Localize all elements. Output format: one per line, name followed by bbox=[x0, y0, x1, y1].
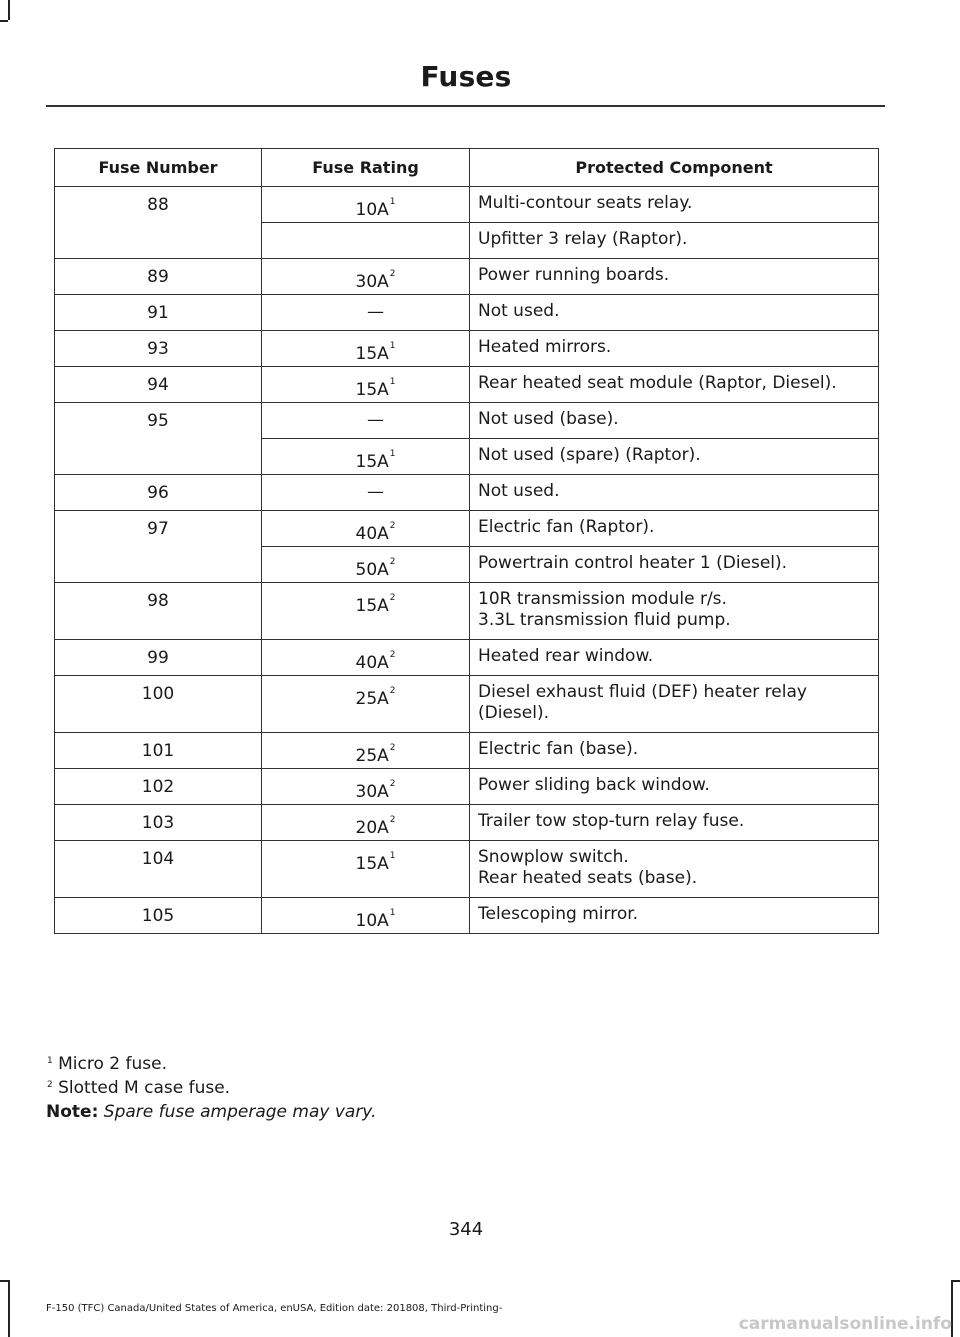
protected-component-cell bbox=[470, 367, 879, 403]
fuse-number-cell: 102 bbox=[55, 769, 262, 805]
fuse-number-cell: 101 bbox=[55, 733, 262, 769]
footnote-ref: 1 bbox=[389, 851, 396, 861]
table-row bbox=[55, 511, 879, 547]
component-line: Not used. bbox=[478, 301, 560, 321]
fuse-number-cell: 96 bbox=[55, 475, 262, 511]
footnote-ref: 2 bbox=[389, 650, 396, 660]
fuse-rating-cell bbox=[262, 511, 470, 547]
fuse-rating-cell bbox=[262, 223, 470, 259]
component-line: Trailer tow stop-turn relay fuse. bbox=[478, 811, 745, 831]
table-row bbox=[55, 805, 879, 841]
table-row bbox=[55, 403, 879, 439]
protected-component-cell bbox=[470, 676, 879, 733]
fuse-rating-cell bbox=[262, 898, 470, 934]
protected-component-cell bbox=[470, 439, 879, 475]
fuse-rating-value: 40A bbox=[355, 653, 389, 673]
crop-mark bbox=[0, 1280, 8, 1282]
component-line: Electric fan (base). bbox=[478, 739, 639, 759]
table-row bbox=[55, 769, 879, 805]
fuse-number-cell: 91 bbox=[55, 295, 262, 331]
component-line: Upfitter 3 relay (Raptor). bbox=[478, 229, 688, 249]
fuse-rating-value: 15A bbox=[355, 452, 389, 472]
note-label: Note: bbox=[46, 1102, 99, 1122]
component-line: Not used. bbox=[478, 481, 560, 501]
component-line: Snowplow switch. bbox=[478, 847, 629, 867]
footnotes bbox=[46, 1052, 376, 1124]
footnote-ref: 1 bbox=[389, 449, 396, 459]
protected-component-cell bbox=[470, 769, 879, 805]
table-row bbox=[55, 295, 879, 331]
fuse-number-cell: 95 bbox=[55, 403, 262, 475]
footnote-text: Micro 2 fuse. bbox=[52, 1054, 167, 1074]
component-line: 3.3L transmission fluid pump. bbox=[478, 610, 731, 630]
fuse-rating-cell bbox=[262, 331, 470, 367]
fuse-number-cell: 104 bbox=[55, 841, 262, 898]
fuse-rating-cell bbox=[262, 439, 470, 475]
component-line: Power sliding back window. bbox=[478, 775, 710, 795]
table-row bbox=[55, 259, 879, 295]
footnote-ref: 2 bbox=[389, 815, 396, 825]
component-line: Not used (spare) (Raptor). bbox=[478, 445, 701, 465]
fuse-rating-value: 15A bbox=[355, 344, 389, 364]
component-line: Rear heated seats (base). bbox=[478, 868, 698, 888]
table-row bbox=[55, 583, 879, 640]
component-line: Heated rear window. bbox=[478, 646, 654, 666]
edition-info: F-150 (TFC) Canada/United States of America, enUSA, Edition date: 201808, Third-Printing- bbox=[46, 1303, 503, 1314]
component-line: Powertrain control heater 1 (Diesel). bbox=[478, 553, 788, 573]
component-line: Rear heated seat module (Raptor, Diesel). bbox=[478, 373, 837, 393]
protected-component-cell bbox=[470, 640, 879, 676]
fuse-rating-value: 30A bbox=[355, 272, 389, 292]
protected-component-cell bbox=[470, 733, 879, 769]
fuse-number-cell: 89 bbox=[55, 259, 262, 295]
fuse-rating-value: 50A bbox=[355, 560, 389, 580]
footnote-ref: 2 bbox=[389, 743, 396, 753]
fuse-number-cell: 100 bbox=[55, 676, 262, 733]
footnote bbox=[46, 1052, 376, 1076]
fuse-rating-cell bbox=[262, 583, 470, 640]
footnote-ref: 1 bbox=[389, 377, 396, 387]
protected-component-cell bbox=[470, 547, 879, 583]
footnote-ref: 2 bbox=[389, 521, 396, 531]
note bbox=[46, 1100, 376, 1124]
protected-component-cell bbox=[470, 223, 879, 259]
component-line: Electric fan (Raptor). bbox=[478, 517, 655, 537]
footnote-ref: 1 bbox=[389, 341, 396, 351]
footnote-ref: 2 bbox=[389, 269, 396, 279]
component-line: Telescoping mirror. bbox=[478, 904, 639, 924]
fuse-number-cell: 105 bbox=[55, 898, 262, 934]
fuse-number-cell: 88 bbox=[55, 187, 262, 259]
fuse-number-cell: 98 bbox=[55, 583, 262, 640]
component-line: Power running boards. bbox=[478, 265, 670, 285]
header-fuse-rating: Fuse Rating bbox=[262, 149, 470, 187]
footnote-ref: 1 bbox=[389, 908, 396, 918]
protected-component-cell bbox=[470, 511, 879, 547]
table-row bbox=[55, 367, 879, 403]
fuse-rating-cell bbox=[262, 295, 470, 331]
header-fuse-number: Fuse Number bbox=[55, 149, 262, 187]
footnote-ref: 2 bbox=[389, 686, 396, 696]
fuse-rating-value: 10A bbox=[355, 911, 389, 931]
fuse-number-cell: 97 bbox=[55, 511, 262, 583]
footnote-marker: 1 bbox=[47, 1056, 53, 1066]
protected-component-cell bbox=[470, 475, 879, 511]
table-row bbox=[55, 640, 879, 676]
fuse-rating-cell bbox=[262, 733, 470, 769]
fuse-rating-value: 20A bbox=[355, 818, 389, 838]
fuse-rating-cell bbox=[262, 676, 470, 733]
protected-component-cell bbox=[470, 331, 879, 367]
component-line: (Diesel). bbox=[478, 703, 549, 723]
footnote-marker: 2 bbox=[47, 1080, 53, 1090]
table-row bbox=[55, 331, 879, 367]
component-line: 10R transmission module r/s. bbox=[478, 589, 727, 609]
footnote-ref: 2 bbox=[389, 779, 396, 789]
fuse-rating-value: 25A bbox=[355, 689, 389, 709]
fuse-rating-cell bbox=[262, 259, 470, 295]
fuse-number-cell: 94 bbox=[55, 367, 262, 403]
header-protected-component: Protected Component bbox=[470, 149, 879, 187]
fuse-rating-value: 40A bbox=[355, 524, 389, 544]
protected-component-cell bbox=[470, 187, 879, 223]
protected-component-cell bbox=[470, 583, 879, 640]
fuse-rating-cell bbox=[262, 367, 470, 403]
fuse-rating-value: — bbox=[367, 482, 384, 502]
fuse-rating-cell bbox=[262, 547, 470, 583]
footnote-ref: 2 bbox=[389, 593, 396, 603]
fuse-rating-value: 10A bbox=[355, 200, 389, 220]
fuse-rating-cell bbox=[262, 475, 470, 511]
protected-component-cell bbox=[470, 805, 879, 841]
protected-component-cell bbox=[470, 898, 879, 934]
fuse-rating-value: 25A bbox=[355, 746, 389, 766]
fuse-rating-value: 15A bbox=[355, 596, 389, 616]
fuse-number-cell: 99 bbox=[55, 640, 262, 676]
protected-component-cell bbox=[470, 841, 879, 898]
crop-mark bbox=[0, 20, 8, 22]
fuse-rating-value: 15A bbox=[355, 854, 389, 874]
table-row bbox=[55, 898, 879, 934]
watermark: carmanualsonline.info bbox=[738, 1314, 952, 1334]
fuse-rating-value: — bbox=[367, 410, 384, 430]
protected-component-cell bbox=[470, 295, 879, 331]
fuse-rating-value: 15A bbox=[355, 380, 389, 400]
protected-component-cell bbox=[470, 403, 879, 439]
page-title: Fuses bbox=[420, 60, 512, 93]
footnote-ref: 1 bbox=[389, 197, 396, 207]
fuse-rating-cell bbox=[262, 805, 470, 841]
fuse-number-cell: 103 bbox=[55, 805, 262, 841]
table-row bbox=[55, 733, 879, 769]
component-line: Not used (base). bbox=[478, 409, 619, 429]
component-line: Heated mirrors. bbox=[478, 337, 612, 357]
fuse-rating-cell bbox=[262, 841, 470, 898]
crop-mark bbox=[952, 1280, 960, 1282]
crop-mark bbox=[8, 0, 10, 20]
table-row bbox=[55, 841, 879, 898]
fuse-rating-value: — bbox=[367, 302, 384, 322]
fuse-number-cell: 93 bbox=[55, 331, 262, 367]
fuse-rating-cell bbox=[262, 640, 470, 676]
footnote-text: Slotted M case fuse. bbox=[52, 1078, 231, 1098]
fuse-rating-cell bbox=[262, 769, 470, 805]
fuse-table bbox=[54, 148, 879, 934]
component-line: Multi-contour seats relay. bbox=[478, 193, 693, 213]
footnote bbox=[46, 1076, 376, 1100]
note-text: Spare fuse amperage may vary. bbox=[98, 1102, 377, 1122]
protected-component-cell bbox=[470, 259, 879, 295]
table-row bbox=[55, 475, 879, 511]
component-line: Diesel exhaust fluid (DEF) heater relay bbox=[478, 682, 807, 702]
title-divider bbox=[46, 105, 885, 107]
fuse-rating-value: 30A bbox=[355, 782, 389, 802]
table-row bbox=[55, 187, 879, 223]
table-header-row bbox=[55, 149, 879, 187]
fuse-rating-cell bbox=[262, 403, 470, 439]
crop-mark bbox=[8, 1280, 10, 1337]
page-number: 344 bbox=[448, 1219, 484, 1240]
footnote-ref: 2 bbox=[389, 557, 396, 567]
fuse-rating-cell bbox=[262, 187, 470, 223]
table-row bbox=[55, 676, 879, 733]
